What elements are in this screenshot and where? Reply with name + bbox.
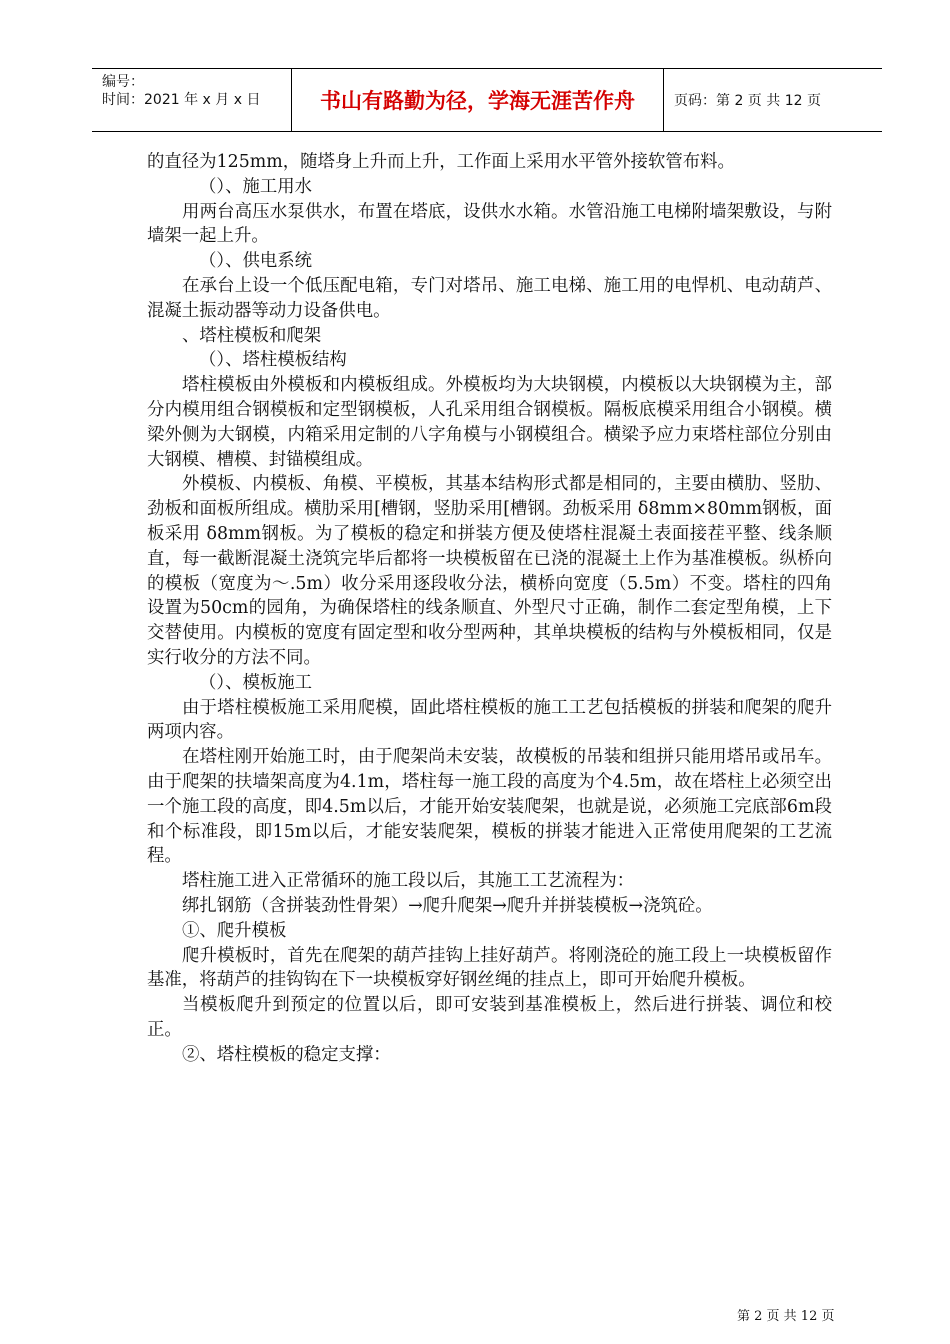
body-paragraph: 爬升模板时，首先在爬架的葫芦挂钩上挂好葫芦。将刚浇砼的施工段上一块模板留作基准，将葫芦的挂钩钩在下一块模板穿好钢丝绳的挂点上，即可开始爬升模板。 xyxy=(147,945,832,991)
section-heading: ②、塔柱模板的稳定支撑： xyxy=(182,1044,391,1065)
section-heading: （）、施工用水 xyxy=(199,176,313,197)
section-heading: ①、爬升模板 xyxy=(182,920,287,941)
body-paragraph: 由于塔柱模板施工采用爬模，固此塔柱模板的施工工艺包括模板的拼装和爬架的爬升两项内容。 xyxy=(147,697,832,743)
body-paragraph: 在塔柱刚开始施工时，由于爬架尚未安装，故模板的吊装和组拼只能用塔吊或吊车。 由于爬架的扶墙架高度为4.1m，塔柱每一施工段的高度为个4.5m，故在塔柱上必须空出一个施工段的高度，即4.5m以后，才能开始安装爬架，也就是说，必须施工完底部6m段和个标准段，即15m以后，才能安装爬架，模板的拼装才能进入正常使用爬架的工艺流程。 xyxy=(147,747,832,867)
section-heading: （）、模板施工 xyxy=(199,672,313,693)
section-heading: （）、供电系统 xyxy=(199,251,313,272)
body-paragraph: 在承台上设一个低压配电箱，专门对塔吊、施工电梯、施工用的电悍机、电动葫芦、混凝土振动器等动力设备供电。 xyxy=(147,275,832,321)
document-number-label: 编号： xyxy=(102,74,144,90)
body-paragraph: 绑扎钢筋（含拼装劲性骨架）→爬升爬架→爬升并拼装模板→浇筑砼。 xyxy=(182,895,713,916)
page-header xyxy=(92,68,882,132)
document-body xyxy=(147,150,832,1067)
section-heading: 、塔柱模板和爬架 xyxy=(182,325,322,346)
body-paragraph: 当模板爬升到预定的位置以后，即可安装到基准模板上，然后进行拼装、调位和校正。 xyxy=(147,995,832,1040)
page-footer: 第 2 页 共 12 页 xyxy=(737,1309,835,1324)
header-meta-cell xyxy=(92,69,292,131)
body-paragraph: 塔柱施工进入正常循环的施工段以后，其施工工艺流程为： xyxy=(182,871,635,892)
body-paragraph: 外模板、内模板、角模、平模板，其基本结构形式都是相同的，主要由横肋、竖肋、劲板和面板所组成。横肋采用[槽钢，竖肋采用[槽钢。劲板采用 δ8mm×80mm钢板，面板采用 δ8mm钢板。为了模板的稳定和拼装方便及使塔柱混凝土表面接茬平整、线条顺直，每一截断混凝土浇筑完毕后都将一块模板留在已浇的混凝土上作为基准模板。纵桥向的模板（宽度为～.5m）收分采用逐段收分法，横桥向宽度（5.5m）不变。塔柱的四角设置为50cm的园角，为确保塔柱的线条顺直、外型尺寸正确，制作二套定型角模，上下交替使用。内模板的宽度有固定型和收分型两种，其单块模板的结构与外模板相同，仅是实行收分的方法不同。 xyxy=(147,474,832,668)
header-page-info: 页码：第 2 页 共 12 页 xyxy=(674,93,821,109)
header-motto: 书山有路勤为径，学海无涯苦作舟 xyxy=(292,69,664,131)
body-paragraph: 的直径为125mm，随塔身上升而上升，工作面上采用水平管外接软管布料。 xyxy=(147,152,735,172)
body-paragraph: 用两台高压水泵供水，布置在塔底，设供水水箱。水管沿施工电梯附墙架敷设，与附墙架一起上升。 xyxy=(147,201,832,247)
document-date: 时间：2021 年 x 月 x 日 xyxy=(102,92,261,108)
body-paragraph: 塔柱模板由外模板和内模板组成。外模板均为大块钢模，内模板以大块钢模为主，部分内模用组合钢模板和定型钢模板，人孔采用组合钢模板。隔板底模采用组合小钢模。横梁外侧为大钢模，内箱采用定制的八字角模与小钢模组合。横梁予应力束塔柱部位分别由大钢模、槽模、封锚模组成。 xyxy=(147,375,832,470)
section-heading: （）、塔柱模板结构 xyxy=(199,350,347,371)
